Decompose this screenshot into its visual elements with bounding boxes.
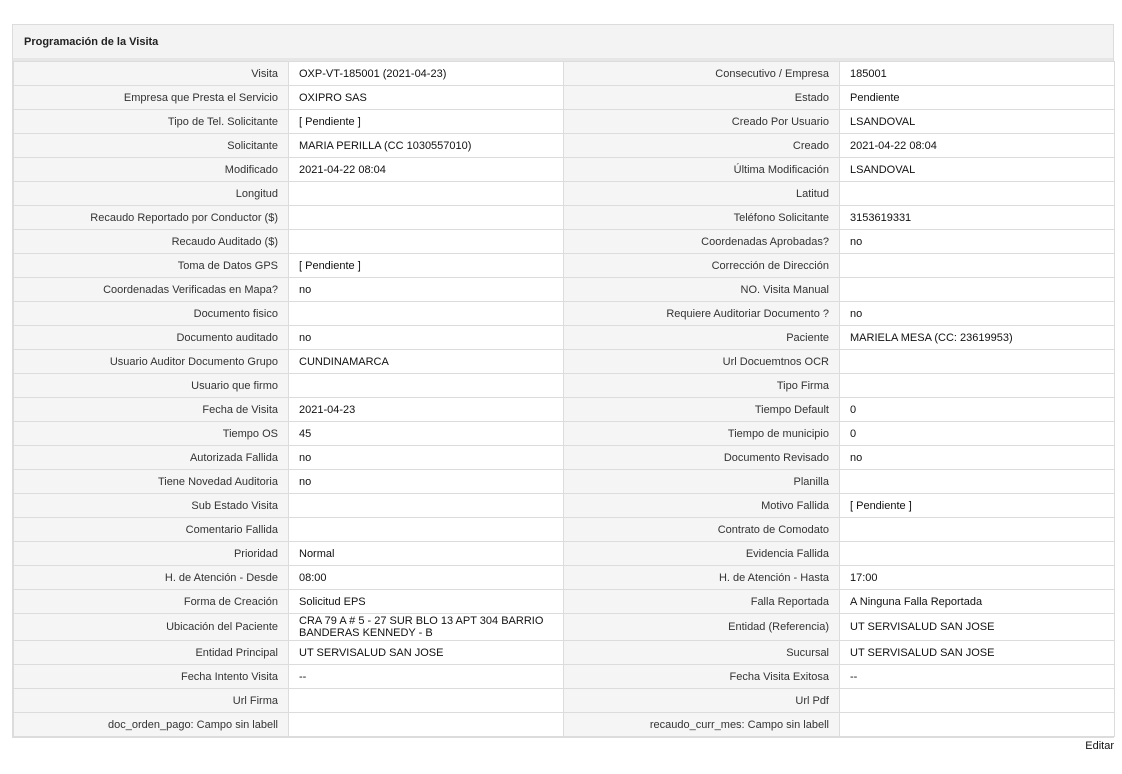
field-label-left: Visita xyxy=(14,62,289,86)
field-value-left: no xyxy=(289,470,564,494)
field-label-right: Paciente xyxy=(564,326,840,350)
field-value-right: [ Pendiente ] xyxy=(840,494,1115,518)
field-label-right: Requiere Auditoriar Documento ? xyxy=(564,302,840,326)
field-label-left: Forma de Creación xyxy=(14,590,289,614)
field-label-right: Url Pdf xyxy=(564,689,840,713)
field-value-right: no xyxy=(840,446,1115,470)
field-value-right: LSANDOVAL xyxy=(840,110,1115,134)
field-label-left: Ubicación del Paciente xyxy=(14,614,289,641)
field-value-right xyxy=(840,518,1115,542)
field-value-left xyxy=(289,689,564,713)
field-label-left: Usuario que firmo xyxy=(14,374,289,398)
field-label-right: Consecutivo / Empresa xyxy=(564,62,840,86)
field-value-left: Normal xyxy=(289,542,564,566)
field-label-right: Creado xyxy=(564,134,840,158)
table-row xyxy=(14,494,1115,518)
table-row xyxy=(14,110,1115,134)
field-label-right: Evidencia Fallida xyxy=(564,542,840,566)
field-label-right: Planilla xyxy=(564,470,840,494)
table-row xyxy=(14,206,1115,230)
table-row xyxy=(14,254,1115,278)
field-value-right xyxy=(840,182,1115,206)
table-row xyxy=(14,689,1115,713)
field-value-right: UT SERVISALUD SAN JOSE xyxy=(840,641,1115,665)
field-label-right: Falla Reportada xyxy=(564,590,840,614)
field-label-right: Tiempo de municipio xyxy=(564,422,840,446)
table-row xyxy=(14,278,1115,302)
field-label-left: Fecha Intento Visita xyxy=(14,665,289,689)
visit-details-body xyxy=(14,62,1115,737)
field-value-left: Solicitud EPS xyxy=(289,590,564,614)
table-row xyxy=(14,665,1115,689)
field-value-right xyxy=(840,374,1115,398)
table-row xyxy=(14,518,1115,542)
field-label-right: Entidad (Referencia) xyxy=(564,614,840,641)
field-value-right xyxy=(840,470,1115,494)
field-value-right xyxy=(840,689,1115,713)
field-value-right: 185001 xyxy=(840,62,1115,86)
table-row xyxy=(14,590,1115,614)
field-value-left xyxy=(289,713,564,737)
field-value-right: 2021-04-22 08:04 xyxy=(840,134,1115,158)
table-row xyxy=(14,326,1115,350)
field-value-right xyxy=(840,278,1115,302)
field-label-right: Teléfono Solicitante xyxy=(564,206,840,230)
field-label-right: Url Docuemtnos OCR xyxy=(564,350,840,374)
field-label-right: Creado Por Usuario xyxy=(564,110,840,134)
field-label-left: Url Firma xyxy=(14,689,289,713)
field-label-right: NO. Visita Manual xyxy=(564,278,840,302)
field-label-left: Empresa que Presta el Servicio xyxy=(14,86,289,110)
field-value-left xyxy=(289,374,564,398)
table-row xyxy=(14,350,1115,374)
field-value-left xyxy=(289,518,564,542)
field-label-right: Coordenadas Aprobadas? xyxy=(564,230,840,254)
field-label-left: Autorizada Fallida xyxy=(14,446,289,470)
field-value-right: A Ninguna Falla Reportada xyxy=(840,590,1115,614)
field-value-right xyxy=(840,254,1115,278)
field-value-left: no xyxy=(289,326,564,350)
field-value-right: UT SERVISALUD SAN JOSE xyxy=(840,614,1115,641)
field-label-left: Recaudo Reportado por Conductor ($) xyxy=(14,206,289,230)
field-value-right: -- xyxy=(840,665,1115,689)
table-row xyxy=(14,134,1115,158)
field-label-left: doc_orden_pago: Campo sin labell xyxy=(14,713,289,737)
table-row xyxy=(14,566,1115,590)
table-row xyxy=(14,374,1115,398)
field-label-right: Corrección de Dirección xyxy=(564,254,840,278)
field-value-left: CUNDINAMARCA xyxy=(289,350,564,374)
field-label-right: Sucursal xyxy=(564,641,840,665)
field-label-left: Prioridad xyxy=(14,542,289,566)
field-value-left: no xyxy=(289,278,564,302)
field-label-right: recaudo_curr_mes: Campo sin labell xyxy=(564,713,840,737)
field-label-right: Última Modificación xyxy=(564,158,840,182)
field-label-left: Usuario Auditor Documento Grupo xyxy=(14,350,289,374)
field-label-right: Latitud xyxy=(564,182,840,206)
field-value-right xyxy=(840,350,1115,374)
field-label-left: Modificado xyxy=(14,158,289,182)
field-value-right: LSANDOVAL xyxy=(840,158,1115,182)
field-value-right: MARIELA MESA (CC: 23619953) xyxy=(840,326,1115,350)
field-value-left: 2021-04-22 08:04 xyxy=(289,158,564,182)
field-value-right xyxy=(840,542,1115,566)
field-value-right: 0 xyxy=(840,422,1115,446)
field-value-right: no xyxy=(840,230,1115,254)
field-label-left: H. de Atención - Desde xyxy=(14,566,289,590)
table-row xyxy=(14,614,1115,641)
field-label-left: Documento auditado xyxy=(14,326,289,350)
field-value-left xyxy=(289,494,564,518)
field-label-right: H. de Atención - Hasta xyxy=(564,566,840,590)
field-value-left: 45 xyxy=(289,422,564,446)
table-row xyxy=(14,158,1115,182)
field-label-left: Sub Estado Visita xyxy=(14,494,289,518)
table-row xyxy=(14,713,1115,737)
field-value-left xyxy=(289,182,564,206)
field-value-left: 08:00 xyxy=(289,566,564,590)
field-label-left: Tipo de Tel. Solicitante xyxy=(14,110,289,134)
table-row xyxy=(14,542,1115,566)
field-value-right: 3153619331 xyxy=(840,206,1115,230)
field-value-left: UT SERVISALUD SAN JOSE xyxy=(289,641,564,665)
field-value-right: 17:00 xyxy=(840,566,1115,590)
table-row xyxy=(14,422,1115,446)
field-label-right: Contrato de Comodato xyxy=(564,518,840,542)
visit-details-table xyxy=(13,61,1115,737)
table-row xyxy=(14,62,1115,86)
table-row xyxy=(14,398,1115,422)
table-row xyxy=(14,470,1115,494)
table-row xyxy=(14,446,1115,470)
field-label-right: Documento Revisado xyxy=(564,446,840,470)
table-row xyxy=(14,86,1115,110)
field-value-left xyxy=(289,230,564,254)
table-row xyxy=(14,302,1115,326)
field-value-right xyxy=(840,713,1115,737)
field-label-right: Estado xyxy=(564,86,840,110)
field-value-right: Pendiente xyxy=(840,86,1115,110)
field-label-left: Solicitante xyxy=(14,134,289,158)
field-label-left: Comentario Fallida xyxy=(14,518,289,542)
field-label-right: Motivo Fallida xyxy=(564,494,840,518)
field-value-left: no xyxy=(289,446,564,470)
field-value-left: CRA 79 A # 5 - 27 SUR BLO 13 APT 304 BARRIO BANDERAS KENNEDY - B xyxy=(289,614,564,641)
field-label-left: Tiene Novedad Auditoria xyxy=(14,470,289,494)
field-value-left xyxy=(289,302,564,326)
field-label-left: Entidad Principal xyxy=(14,641,289,665)
field-label-left: Toma de Datos GPS xyxy=(14,254,289,278)
table-row xyxy=(14,641,1115,665)
visit-schedule-panel xyxy=(12,24,1114,738)
edit-button[interactable]: Editar xyxy=(1085,740,1114,752)
field-value-left: -- xyxy=(289,665,564,689)
field-label-left: Tiempo OS xyxy=(14,422,289,446)
table-row xyxy=(14,182,1115,206)
table-row xyxy=(14,230,1115,254)
field-label-left: Fecha de Visita xyxy=(14,398,289,422)
field-label-left: Coordenadas Verificadas en Mapa? xyxy=(14,278,289,302)
field-value-left: OXP-VT-185001 (2021-04-23) xyxy=(289,62,564,86)
field-value-left: [ Pendiente ] xyxy=(289,110,564,134)
panel-title: Programación de la Visita xyxy=(13,25,1113,61)
field-value-left: OXIPRO SAS xyxy=(289,86,564,110)
field-label-left: Recaudo Auditado ($) xyxy=(14,230,289,254)
field-value-right: no xyxy=(840,302,1115,326)
field-value-left xyxy=(289,206,564,230)
field-label-left: Longitud xyxy=(14,182,289,206)
field-value-left: MARIA PERILLA (CC 1030557010) xyxy=(289,134,564,158)
field-label-right: Tipo Firma xyxy=(564,374,840,398)
field-label-right: Fecha Visita Exitosa xyxy=(564,665,840,689)
field-label-right: Tiempo Default xyxy=(564,398,840,422)
field-label-left: Documento fisico xyxy=(14,302,289,326)
field-value-right: 0 xyxy=(840,398,1115,422)
field-value-left: [ Pendiente ] xyxy=(289,254,564,278)
field-value-left: 2021-04-23 xyxy=(289,398,564,422)
